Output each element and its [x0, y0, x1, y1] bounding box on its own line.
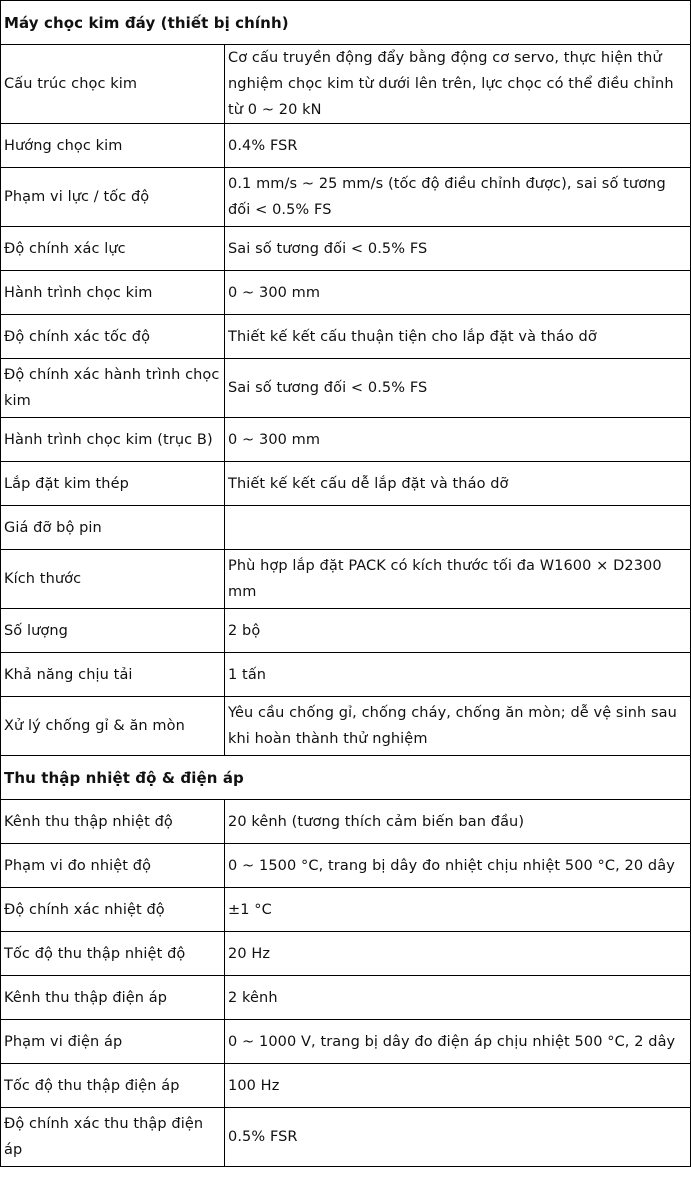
- table-row: [1, 418, 691, 462]
- row-value: 0 ~ 300 mm: [225, 418, 691, 462]
- table-row: [1, 550, 691, 609]
- row-value: 2 kênh: [225, 976, 691, 1020]
- table-row: [1, 506, 691, 550]
- table-row: [1, 976, 691, 1020]
- row-value: 1 tấn: [225, 653, 691, 697]
- row-value: Sai số tương đối < 0.5% FS: [225, 359, 691, 418]
- table-row: [1, 124, 691, 168]
- section-header: [1, 756, 691, 800]
- row-label: Phạm vi lực / tốc độ: [1, 168, 225, 227]
- row-value: Phù hợp lắp đặt PACK có kích thước tối đa W1600 × D2300 mm: [225, 550, 691, 609]
- section-title: Thu thập nhiệt độ & điện áp: [1, 756, 691, 800]
- row-label: Độ chính xác hành trình chọc kim: [1, 359, 225, 418]
- row-label: Độ chính xác thu thập điện áp: [1, 1108, 225, 1167]
- row-label: Số lượng: [1, 609, 225, 653]
- table-row: [1, 168, 691, 227]
- row-label: Kích thước: [1, 550, 225, 609]
- row-label: Lắp đặt kim thép: [1, 462, 225, 506]
- row-value: 0 ~ 1500 °C, trang bị dây đo nhiệt chịu nhiệt 500 °C, 20 dây: [225, 844, 691, 888]
- table-row: [1, 1108, 691, 1167]
- table-row: [1, 653, 691, 697]
- row-label: Hành trình chọc kim: [1, 271, 225, 315]
- table-row: [1, 271, 691, 315]
- row-value: [225, 506, 691, 550]
- table-row: [1, 359, 691, 418]
- row-label: Độ chính xác lực: [1, 227, 225, 271]
- row-label: Kênh thu thập nhiệt độ: [1, 800, 225, 844]
- row-value: Sai số tương đối < 0.5% FS: [225, 227, 691, 271]
- row-label: Tốc độ thu thập điện áp: [1, 1064, 225, 1108]
- table-row: [1, 800, 691, 844]
- row-value: 0 ~ 300 mm: [225, 271, 691, 315]
- row-value: 0 ~ 1000 V, trang bị dây đo điện áp chịu nhiệt 500 °C, 2 dây: [225, 1020, 691, 1064]
- row-value: Yêu cầu chống gỉ, chống cháy, chống ăn mòn; dễ vệ sinh sau khi hoàn thành thử nghiệm: [225, 697, 691, 756]
- section-title: Máy chọc kim đáy (thiết bị chính): [1, 1, 691, 45]
- table-row: [1, 609, 691, 653]
- table-row: [1, 227, 691, 271]
- row-label: Cấu trúc chọc kim: [1, 45, 225, 124]
- table-row: [1, 462, 691, 506]
- row-label: Tốc độ thu thập nhiệt độ: [1, 932, 225, 976]
- row-label: Độ chính xác tốc độ: [1, 315, 225, 359]
- table-row: [1, 932, 691, 976]
- row-value: 2 bộ: [225, 609, 691, 653]
- row-value: 100 Hz: [225, 1064, 691, 1108]
- row-label: Khả năng chịu tải: [1, 653, 225, 697]
- row-label: Phạm vi đo nhiệt độ: [1, 844, 225, 888]
- row-value: 0.4% FSR: [225, 124, 691, 168]
- row-label: Độ chính xác nhiệt độ: [1, 888, 225, 932]
- row-value: 20 Hz: [225, 932, 691, 976]
- table-row: [1, 844, 691, 888]
- row-value: Cơ cấu truyền động đẩy bằng động cơ servo, thực hiện thử nghiệm chọc kim từ dưới lên trên, lực chọc có thể điều chỉnh từ 0 ~ 20 kN: [225, 45, 691, 124]
- row-value: 0.1 mm/s ~ 25 mm/s (tốc độ điều chỉnh được), sai số tương đối < 0.5% FS: [225, 168, 691, 227]
- table-row: [1, 45, 691, 124]
- table-row: [1, 1020, 691, 1064]
- table-row: [1, 697, 691, 756]
- row-label: Hành trình chọc kim (trục B): [1, 418, 225, 462]
- row-value: Thiết kế kết cấu thuận tiện cho lắp đặt và tháo dỡ: [225, 315, 691, 359]
- table-row: [1, 315, 691, 359]
- row-label: Phạm vi điện áp: [1, 1020, 225, 1064]
- row-label: Kênh thu thập điện áp: [1, 976, 225, 1020]
- row-value: 20 kênh (tương thích cảm biến ban đầu): [225, 800, 691, 844]
- section-header: [1, 1, 691, 45]
- row-label: Giá đỡ bộ pin: [1, 506, 225, 550]
- row-value: ±1 °C: [225, 888, 691, 932]
- row-value: Thiết kế kết cấu dễ lắp đặt và tháo dỡ: [225, 462, 691, 506]
- row-label: Xử lý chống gỉ & ăn mòn: [1, 697, 225, 756]
- table-row: [1, 888, 691, 932]
- table-row: [1, 1064, 691, 1108]
- row-label: Hướng chọc kim: [1, 124, 225, 168]
- row-value: 0.5% FSR: [225, 1108, 691, 1167]
